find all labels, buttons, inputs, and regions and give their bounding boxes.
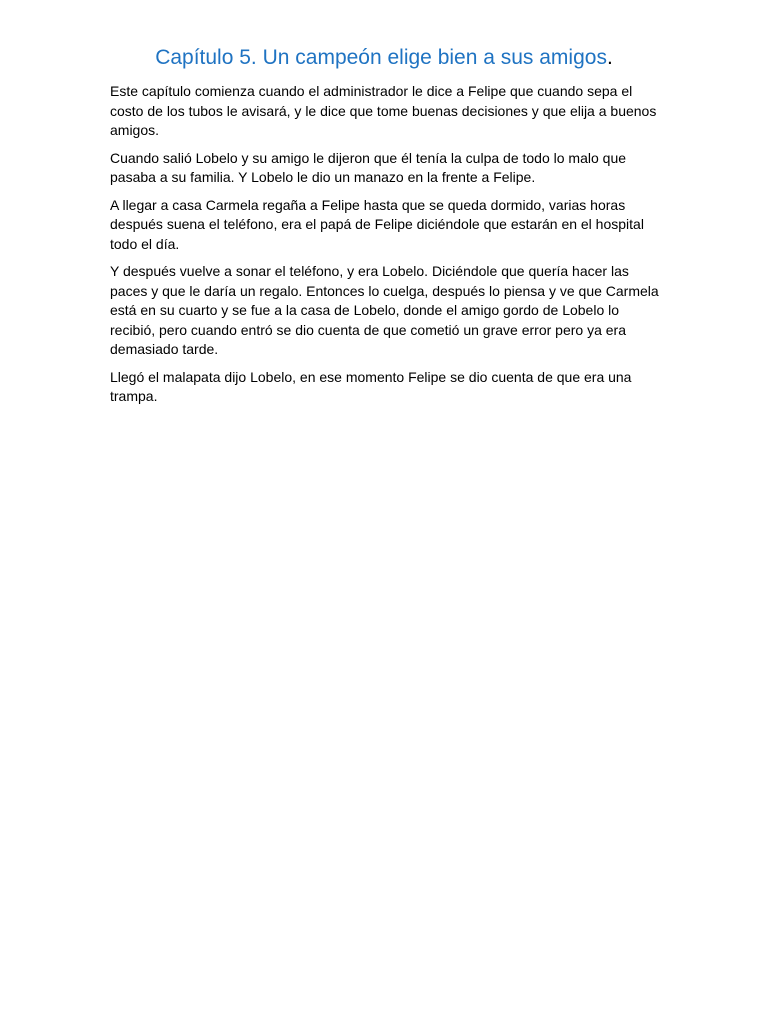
page-title-text: Capítulo 5. Un campeón elige bien a sus amigos: [155, 46, 607, 69]
document-body: [110, 82, 662, 415]
paragraph-2: Cuando salió Lobelo y su amigo le dijeron que él tenía la culpa de todo lo malo que pasaba a su familia. Y Lobelo le dio un manazo en la frente a Felipe.: [110, 149, 627, 185]
paragraph-1: Este capítulo comienza cuando el administrador le dice a Felipe que cuando sepa el costo de los tubos le avisará, y le dice que tome buenas decisiones y que elija a buenos amigos.: [110, 83, 657, 138]
paragraph-5: Llegó el malapata dijo Lobelo, en ese momento Felipe se dio cuenta de que era una trampa.: [110, 368, 632, 404]
paragraph-3: A llegar a casa Carmela regaña a Felipe hasta que se queda dormido, varias horas después suena el teléfono, era el papá de Felipe diciéndole que estarán en el hospital todo el día.: [110, 196, 644, 252]
paragraph-4: Y después vuelve a sonar el teléfono, y era Lobelo. Diciéndole que quería hacer las paces y que le daría un regalo. Entonces lo cuelga, después lo piensa y ve que Carmela está en su cuarto y se fue a la casa de Lobelo, donde el amigo gordo de Lobelo lo recibió, pero cuando entró se dio cuenta de que cometió un grave error pero ya era demasiado tarde.: [110, 263, 659, 357]
page-title: [110, 43, 658, 73]
page-title-period: .: [606, 46, 613, 69]
